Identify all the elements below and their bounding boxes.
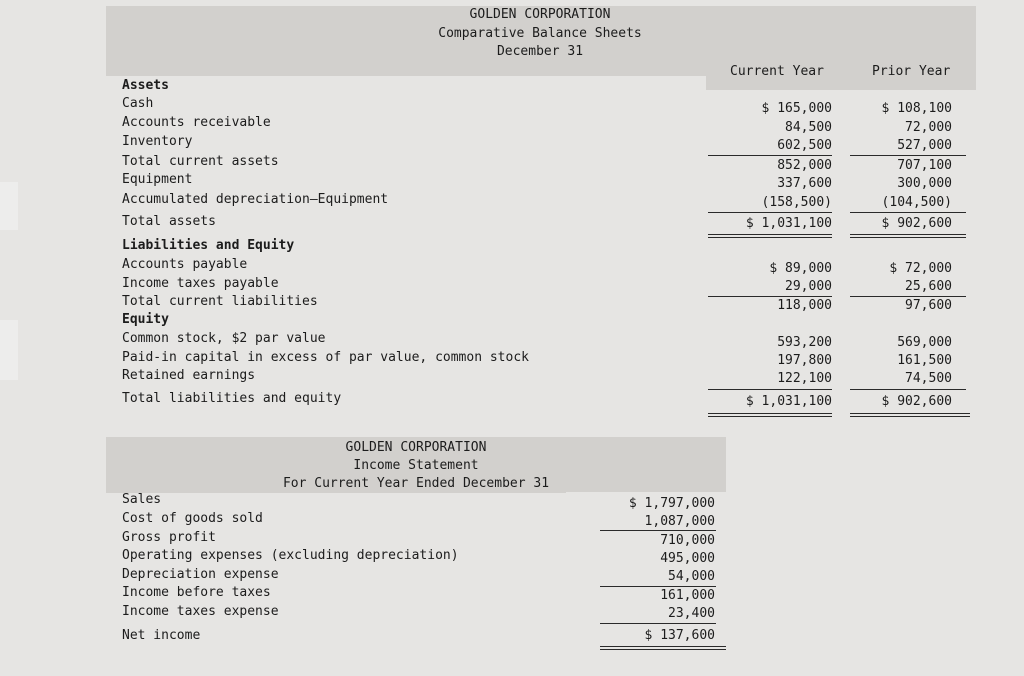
- subtotal-rule: [708, 212, 832, 213]
- value-prior-retained-earnings: 74,500: [905, 371, 952, 386]
- value-gross-profit: 710,000: [660, 533, 715, 548]
- value-current-paid-in-capital: 197,800: [777, 353, 832, 368]
- row-label-cost-of-goods-sold: Cost of goods sold: [122, 511, 263, 526]
- value-prior-total-current-liabilities: 97,600: [905, 298, 952, 313]
- row-label-operating-expenses: Operating expenses (excluding depreciation): [122, 548, 459, 563]
- page-edge-artifact: [0, 320, 18, 380]
- subtotal-rule: [850, 296, 966, 297]
- value-current-total-current-assets: 852,000: [777, 158, 832, 173]
- row-label-total-current-assets: Total current assets: [122, 154, 279, 169]
- value-sales: $ 1,797,000: [628, 496, 715, 511]
- row-label-cash: Cash: [122, 96, 154, 111]
- balance-sheet-subtitle: Comparative Balance Sheets: [438, 26, 642, 41]
- row-label-inventory: Inventory: [122, 134, 193, 149]
- row-label-total-assets: Total assets: [122, 214, 216, 229]
- row-label-net-income: Net income: [122, 628, 201, 643]
- subtotal-rule: [600, 586, 716, 587]
- row-label-accounts-payable: Accounts payable: [122, 257, 248, 272]
- total-double-rule: [850, 234, 966, 238]
- value-current-common-stock: 593,200: [777, 335, 832, 350]
- income-statement-title: GOLDEN CORPORATION: [345, 440, 487, 455]
- subtotal-rule: [708, 296, 832, 297]
- value-prior-total-liabilities-equity: $ 902,600: [881, 394, 952, 409]
- value-net-income: $ 137,600: [644, 628, 715, 643]
- subtotal-rule: [708, 155, 832, 156]
- row-label-sales: Sales: [122, 492, 162, 507]
- value-income-before-taxes: 161,000: [660, 588, 715, 603]
- row-label-income-before-taxes: Income before taxes: [122, 585, 271, 600]
- value-current-equipment: 337,600: [777, 176, 832, 191]
- section-heading-liabilities-equity: Liabilities and Equity: [122, 238, 295, 253]
- row-label-equipment: Equipment: [122, 172, 193, 187]
- column-header-prior-year: Prior Year: [872, 64, 951, 79]
- value-prior-paid-in-capital: 161,500: [897, 353, 952, 368]
- row-label-paid-in-capital: Paid-in capital in excess of par value, common stock: [122, 350, 529, 365]
- value-current-accumulated-depreciation: (158,500): [761, 195, 832, 210]
- row-label-gross-profit: Gross profit: [122, 530, 216, 545]
- value-current-accounts-receivable: 84,500: [785, 120, 832, 135]
- value-current-total-assets: $ 1,031,100: [745, 216, 832, 231]
- section-heading-equity: Equity: [122, 312, 169, 327]
- subtotal-rule: [600, 623, 716, 624]
- section-heading-assets: Assets: [122, 78, 169, 93]
- total-double-rule: [600, 646, 726, 650]
- value-prior-accumulated-depreciation: (104,500): [881, 195, 952, 210]
- subtotal-rule: [708, 389, 832, 390]
- row-label-common-stock: Common stock, $2 par value: [122, 331, 326, 346]
- balance-sheet-title: GOLDEN CORPORATION: [469, 7, 611, 22]
- total-double-rule: [850, 413, 970, 417]
- value-prior-total-current-assets: 707,100: [897, 158, 952, 173]
- page-edge-artifact: [0, 182, 18, 230]
- value-current-income-taxes-payable: 29,000: [785, 279, 832, 294]
- total-double-rule: [708, 413, 832, 417]
- subtotal-rule: [850, 155, 966, 156]
- value-depreciation-expense: 54,000: [668, 569, 715, 584]
- row-label-total-liabilities-equity: Total liabilities and equity: [122, 391, 342, 406]
- row-label-income-taxes-payable: Income taxes payable: [122, 276, 279, 291]
- income-statement-period: For Current Year Ended December 31: [282, 476, 550, 491]
- value-current-retained-earnings: 122,100: [777, 371, 832, 386]
- value-operating-expenses: 495,000: [660, 551, 715, 566]
- value-prior-accounts-payable: $ 72,000: [889, 261, 952, 276]
- row-label-depreciation-expense: Depreciation expense: [122, 567, 279, 582]
- value-prior-accounts-receivable: 72,000: [905, 120, 952, 135]
- value-cost-of-goods-sold: 1,087,000: [644, 514, 715, 529]
- value-current-total-liabilities-equity: $ 1,031,100: [745, 394, 832, 409]
- value-prior-common-stock: 569,000: [897, 335, 952, 350]
- row-label-retained-earnings: Retained earnings: [122, 368, 256, 383]
- row-label-total-current-liabilities: Total current liabilities: [122, 294, 318, 309]
- income-statement-subtitle: Income Statement: [353, 458, 479, 473]
- value-current-inventory: 602,500: [777, 138, 832, 153]
- value-prior-inventory: 527,000: [897, 138, 952, 153]
- value-prior-equipment: 300,000: [897, 176, 952, 191]
- column-header-current-year: Current Year: [730, 64, 824, 79]
- total-double-rule: [708, 234, 832, 238]
- row-label-accumulated-depreciation: Accumulated depreciation—Equipment: [122, 192, 389, 207]
- value-current-total-current-liabilities: 118,000: [777, 298, 832, 313]
- value-current-accounts-payable: $ 89,000: [769, 261, 832, 276]
- value-prior-cash: $ 108,100: [881, 101, 952, 116]
- balance-sheet-date: December 31: [496, 44, 584, 59]
- value-current-cash: $ 165,000: [761, 101, 832, 116]
- subtotal-rule: [850, 212, 966, 213]
- subtotal-rule: [850, 389, 966, 390]
- subtotal-rule: [600, 530, 716, 531]
- value-income-taxes-expense: 23,400: [668, 606, 715, 621]
- row-label-income-taxes-expense: Income taxes expense: [122, 604, 279, 619]
- row-label-accounts-receivable: Accounts receivable: [122, 115, 271, 130]
- value-prior-income-taxes-payable: 25,600: [905, 279, 952, 294]
- value-prior-total-assets: $ 902,600: [881, 216, 952, 231]
